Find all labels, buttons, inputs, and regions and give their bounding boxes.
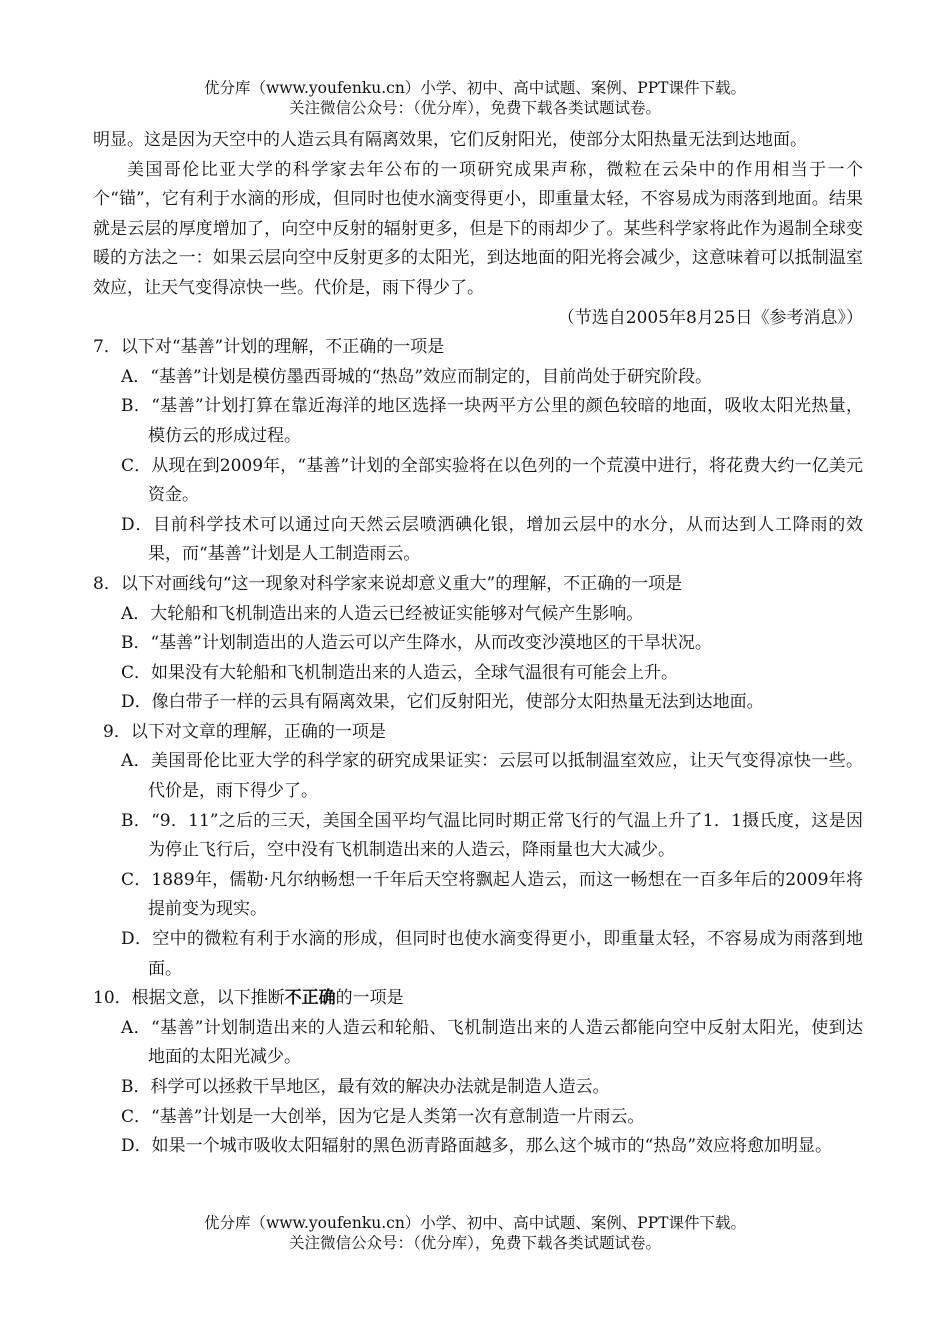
document-body: [93, 126, 863, 1162]
question-7-option-c: C．从现在到2009年，“基善”计划的全部实验将在以色列的一个荒漠中进行，将花费大约一亿美元资金。: [121, 455, 863, 506]
question-10-option-d: D．如果一个城市吸收太阳辐射的黑色沥青路面越多，那么这个城市的“热岛”效应将愈加明显。: [121, 1136, 833, 1157]
question-9-option-c: C．1889年，儒勒·凡尔纳畅想一千年后天空将飘起人造云，而这一畅想在一百多年后的2009年将提前变为现实。: [121, 869, 863, 920]
question-10-stem-prefix: 10．根据文意，以下推断: [93, 988, 285, 1009]
question-8-stem: 8．以下对画线句“这一现象对科学家来说却意义重大”的理解，不正确的一项是: [93, 573, 683, 594]
question-7-stem: 7．以下对“基善”计划的理解，不正确的一项是: [93, 337, 445, 358]
question-7-option-b: B．“基善”计划打算在靠近海洋的地区选择一块两平方公里的颜色较暗的地面，吸收太阳光热量，模仿云的形成过程。: [121, 396, 863, 446]
question-8-option-a: A．大轮船和飞机制造出来的人造云已经被证实能够对气候产生影响。: [121, 603, 644, 624]
footer-line-2: 关注微信公众号：（优分库），免费下载各类试题试卷。: [288, 1234, 661, 1252]
question-7-option-d: D．目前科学技术可以通过向天然云层喷洒碘化银，增加云层中的水分，从而达到人工降雨的效果，而“基善”计划是人工制造雨云。: [121, 514, 863, 565]
question-10-option-a: A．“基善”计划制造出来的人造云和轮船、飞机制造出来的人造云都能向空中反射太阳光，使到达地面的太阳光减少。: [121, 1017, 863, 1068]
question-10-stem-suffix: 的一项是: [335, 988, 404, 1009]
question-10-option-c: C．“基善”计划是一大创举，因为它是人类第一次有意制造一片雨云。: [121, 1106, 645, 1127]
passage-paragraph-2: 美国哥伦比亚大学的科学家去年公布的一项研究成果声称，微粒在云朵中的作用相当于一个个“锚”，它有利于水滴的形成，但同时也使水滴变得更小，即重量太轻，不容易成为雨落到地面。结果就是云层的厚度增加了，向空中反射的辐射更多，但是下的雨却少了。某些科学家将此作为遏制全球变暖的方法之一：如果云层向空中反射更多的太阳光，到达地面的阳光将会减少，这意味着可以抵制温室效应，让天气变得凉快一些。代价是，雨下得少了。: [93, 159, 863, 298]
question-8-option-c: C．如果没有大轮船和飞机制造出来的人造云，全球气温很有可能会上升。: [121, 662, 679, 683]
passage-paragraph-1: 明显。这是因为天空中的人造云具有隔离效果，它们反射阳光，使部分太阳热量无法到达地面。: [93, 130, 807, 150]
question-8-option-b: B．“基善”计划制造出的人造云可以产生降水，从而改变沙漠地区的干旱状况。: [121, 633, 712, 654]
question-10-option-b: B．科学可以拯救干旱地区，最有效的解决办法就是制造人造云。: [121, 1077, 610, 1097]
footer-line-1: 优分库（www.youfenku.cn）小学、初中、高中试题、案例、PPT课件下载。: [203, 1214, 747, 1232]
question-9-stem: 9．以下对文章的理解，正确的一项是: [103, 721, 386, 742]
header-line-1: 优分库（www.youfenku.cn）小学、初中、高中试题、案例、PPT课件下载。: [203, 79, 747, 97]
question-9-option-d: D．空中的微粒有利于水滴的形成，但同时也使水滴变得更小，即重量太轻，不容易成为雨落到地面。: [121, 929, 863, 979]
question-8-option-d: D．像白带子一样的云具有隔离效果，它们反射阳光，使部分太阳热量无法到达地面。: [121, 692, 764, 713]
question-9-option-b: B．“9．11”之后的三天，美国全国平均气温比同时期正常飞行的气温上升了1．1摄氏度，这是因为停止飞行后，空中没有飞机制造出来的人造云，降雨量也大大减少。: [121, 810, 863, 861]
header-line-2: 关注微信公众号：（优分库），免费下载各类试题试卷。: [288, 99, 661, 117]
question-10-stem-emphasis: 不正确: [284, 988, 336, 1009]
question-10-stem: [93, 984, 863, 1014]
question-7-option-a: A．“基善”计划是模仿墨西哥城的“热岛”效应而制定的，目前尚处于研究阶段。: [121, 366, 713, 387]
question-9-option-a: A．美国哥伦比亚大学的科学家的研究成果证实：云层可以抵制温室效应，让天气变得凉快一些。代价是，雨下得少了。: [121, 751, 863, 802]
passage-source: （节选自2005年8月25日《参考消息》）: [557, 307, 863, 328]
